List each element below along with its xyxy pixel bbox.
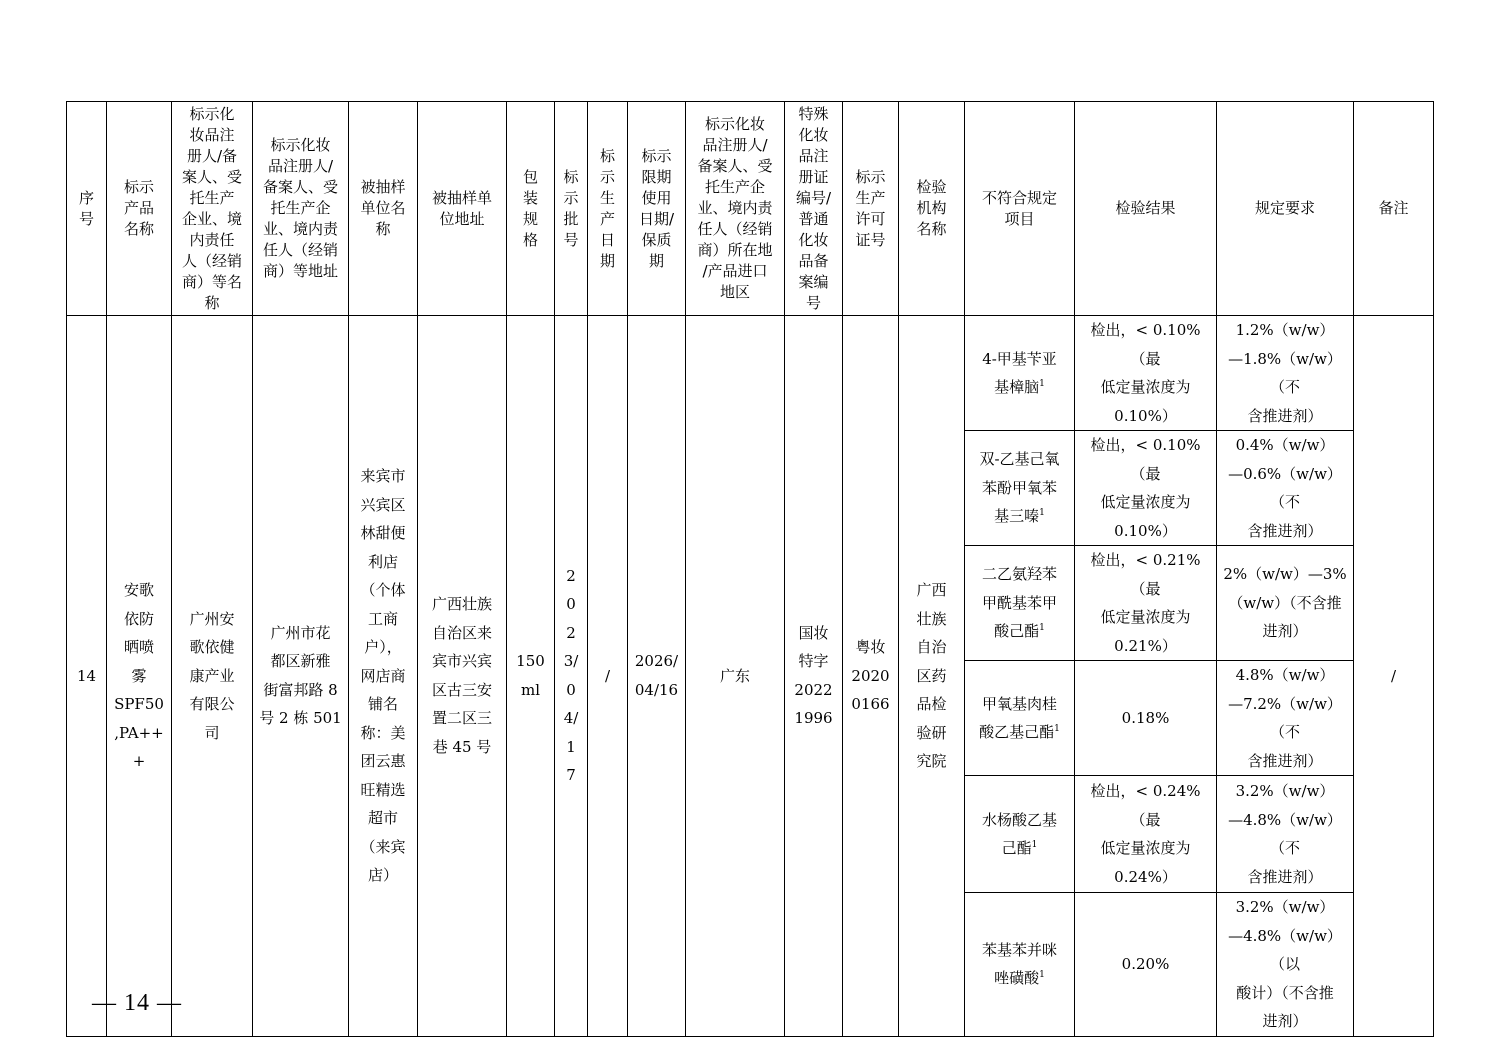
cell-failed-item: 苯基苯并咪 唑磺酸$^1$: [965, 893, 1075, 1037]
cell-requirement: 0.4%（w/w） —0.6%（w/w）（不 含推进剂）: [1217, 431, 1354, 546]
cell-cert-number: 国妆 特字 2022 1996: [785, 316, 843, 1037]
cell-requirement: 4.8%（w/w） —7.2%（w/w）（不 含推进剂）: [1217, 661, 1354, 776]
header-region: 标示化妆 品注册人/ 备案人、受 托生产企 业、境内责 任人（经销 商）所在地 /产品进口 地区: [686, 102, 785, 316]
cell-product: 安歌 依防 晒喷 雾 SPF50 ,PA++ +: [107, 316, 172, 1037]
cell-registrant-address: 广州市花 都区新雅 街富邦路 8 号 2 栋 501: [253, 316, 349, 1037]
cell-seq: 14: [67, 316, 107, 1037]
cell-requirement: 1.2%（w/w） —1.8%（w/w）（不 含推进剂）: [1217, 316, 1354, 431]
table-row: [67, 316, 1434, 431]
header-remark: 备注: [1354, 102, 1434, 316]
header-sampled-address: 被抽样单 位地址: [418, 102, 507, 316]
cell-institute: 广西 壮族 自治 区药 品检 验研 究院: [899, 316, 965, 1037]
cell-result: 检出，< 0.21%（最 低定量浓度为 0.21%）: [1075, 546, 1217, 661]
inspection-table: [66, 101, 1434, 1037]
cell-requirement: 2%（w/w）—3% （w/w）（不含推 进剂）: [1217, 546, 1354, 661]
header-registrant: 标示化 妆品注 册人/备 案人、受 托生产 企业、境 内责任 人（经销 商）等名 称: [172, 102, 253, 316]
header-result: 检验结果: [1075, 102, 1217, 316]
header-production-date: 标 示 生 产 日 期: [588, 102, 628, 316]
cell-failed-item: 二乙氨羟苯 甲酰基苯甲 酸己酯$^1$: [965, 546, 1075, 661]
cell-failed-item: 水杨酸乙基 己酯$^1$: [965, 776, 1075, 893]
cell-production-date: /: [588, 316, 628, 1037]
cell-batch: 2 0 2 3/ 0 4/ 1 7: [555, 316, 588, 1037]
cell-registrant: 广州安 歌依健 康产业 有限公 司: [172, 316, 253, 1037]
header-product: 标示 产品 名称: [107, 102, 172, 316]
header-seq: 序 号: [67, 102, 107, 316]
cell-expiry: 2026/ 04/16: [628, 316, 686, 1037]
cell-failed-item: 甲氧基肉桂 酸乙基己酯$^1$: [965, 661, 1075, 776]
header-requirement: 规定要求: [1217, 102, 1354, 316]
cell-failed-item: 双-乙基己氧 苯酚甲氧苯 基三嗪$^1$: [965, 431, 1075, 546]
cell-requirement: 3.2%（w/w） —4.8%（w/w）（以 酸计）（不含推 进剂）: [1217, 893, 1354, 1037]
cell-remark: /: [1354, 316, 1434, 1037]
header-registrant-address: 标示化妆 品注册人/ 备案人、受 托生产企 业、境内责 任人（经销 商）等地址: [253, 102, 349, 316]
cell-result: 检出，< 0.24%（最 低定量浓度为 0.24%）: [1075, 776, 1217, 893]
header-institute: 检验 机构 名称: [899, 102, 965, 316]
header-sampled-unit: 被抽样 单位名 称: [349, 102, 418, 316]
header-batch: 标 示 批 号: [555, 102, 588, 316]
header-failed-item: 不符合规定 项目: [965, 102, 1075, 316]
cell-requirement: 3.2%（w/w） —4.8%（w/w）（不 含推进剂）: [1217, 776, 1354, 893]
header-cert-number: 特殊 化妆 品注 册证 编号/ 普通 化妆 品备 案编 号: [785, 102, 843, 316]
cell-result: 0.18%: [1075, 661, 1217, 776]
header-package: 包 装 规 格: [507, 102, 555, 316]
cell-result: 检出，< 0.10%（最 低定量浓度为 0.10%）: [1075, 316, 1217, 431]
cell-result: 检出，< 0.10%（最 低定量浓度为 0.10%）: [1075, 431, 1217, 546]
header-row: [67, 102, 1434, 316]
header-expiry: 标示 限期 使用 日期/ 保质 期: [628, 102, 686, 316]
cell-region: 广东: [686, 316, 785, 1037]
cell-package: 150 ml: [507, 316, 555, 1037]
header-license: 标示 生产 许可 证号: [843, 102, 899, 316]
cell-license: 粤妆 2020 0166: [843, 316, 899, 1037]
cell-sampled-address: 广西壮族 自治区来 宾市兴宾 区古三安 置二区三 巷 45 号: [418, 316, 507, 1037]
cell-failed-item: 4-甲基苄亚 基樟脑$^1$: [965, 316, 1075, 431]
cell-result: 0.20%: [1075, 893, 1217, 1037]
page-number: — 14 —: [92, 990, 182, 1016]
cell-sampled-unit: 来宾市 兴宾区 林甜便 利店 （个体 工商 户）， 网店商 铺名 称：美 团云惠 旺精选 超市 （来宾 店）: [349, 316, 418, 1037]
